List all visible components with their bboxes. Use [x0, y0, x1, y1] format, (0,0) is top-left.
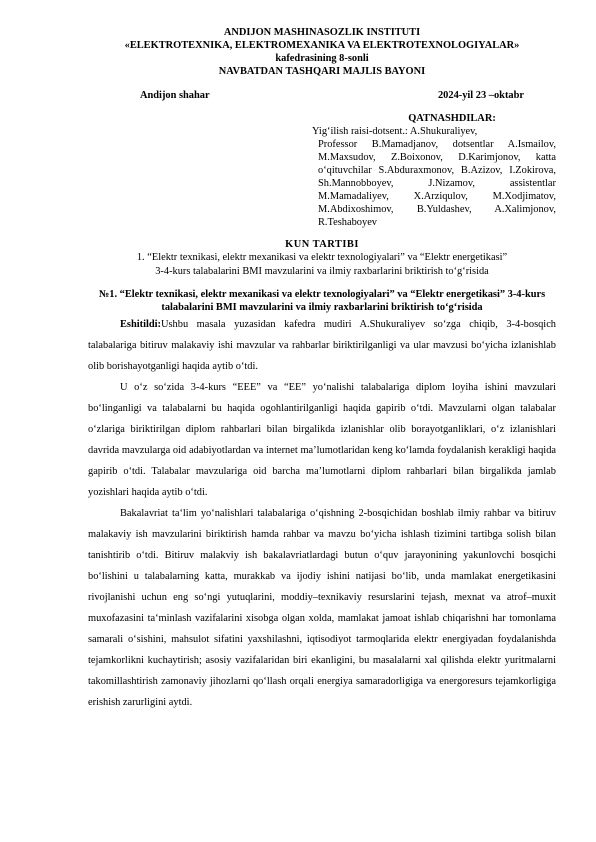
paragraph — [88, 314, 556, 377]
paragraph-text: Ushbu masala yuzasidan kafedra mudiri A.Shukuraliyev so‘zga chiqib, 3-4-bosqich talabalariga bitiruv malakaviy ishi mavzular va rahbarlar biriktirilganligi va ular mavzusi bo‘yicha izlanishlab olib borishayotganligi haqida aytib o‘tdi. — [88, 319, 556, 372]
document-title: NAVBATDAN TASHQARI MAJLIS BAYONI — [218, 66, 426, 77]
date: 2024-yil 23 –oktabr — [437, 90, 524, 101]
participants-chair: Yig‘ilish raisi-dotsent.: A.Shukuraliyev, — [312, 126, 478, 137]
participants-label: QATNASHDILAR: — [408, 113, 496, 124]
meta-row — [88, 90, 556, 101]
paragraph — [88, 377, 556, 503]
agenda-item: 1. “Elektr texnikasi, elektr mexanikasi va elektr texnologiyalari” va “Elektr energetikasi” — [136, 252, 508, 263]
agenda-title: KUN TARTIBI — [285, 239, 359, 250]
participants-block — [312, 112, 556, 229]
paragraph-lead: Eshitildi: — [120, 319, 161, 330]
paragraph-text: U o‘z so‘zida 3-4-kurs “EEE” va “EE” yo‘nalishi talabalariga diplom loyiha ishini mavzulari bo‘linganligi va talabalarni bu haqida ogohlantirilganligi haqida gapirib o‘tdi. Mavzularni olgan talabalar o‘zlariga biriktirilgan diplom rahbarlari bilan birgalikda izlanishlar olib borayotganliklari, o‘z izlanishlari davrida mavzularga oid adabiyotlardan va internet ma’lumotlaridan keng ko‘lamda foydalanish kerakligi haqida gapirib o‘tdi. Talabalar mavzulariga oid barcha ma’lumotlarni diplom rahbarlari bilan birgalikda jamlab yozishlari haqida aytib o‘tdi. — [88, 382, 556, 498]
agenda-item: 3-4-kurs talabalarini BMI mavzularini va ilmiy raxbarlarini briktirish to‘g‘risida — [155, 266, 489, 277]
section-title: №1. “Elektr texnikasi, elektr mexanikasi va elektr texnologiyalari” va “Elektr energetikasi” 3-4-kurs talabalarini BMI mavzularini va ilmiy raxbarlarini briktirish to‘g‘risida — [98, 289, 546, 313]
city: Andijon shahar — [140, 90, 210, 101]
participants-list: Professor B.Mamadjanov, dotsentlar A.Ismailov, M.Maxsudov, Z.Boixonov, D.Karimjonov, katta o‘qituvchilar S.Abduraxmonov, B.Azizov, I.Zokirova, Sh.Mannobboyev, J.Nizamov, assistentlar M.Mamadaliyev, X.Arziqulov, M.Xodjimatov, M.Abdixoshimov, B.Yuldashev, A.Xalimjonov, R.Teshaboyev — [318, 139, 556, 228]
meeting-number: kafedrasining 8-sonli — [275, 53, 369, 64]
institute-name: ANDIJON MASHINASOZLIK INSTITUTI — [223, 27, 421, 38]
department-name: «ELEKTROTEXNIKA, ELEKTROMEXANIKA VA ELEKTROTEXNOLOGIYALAR» — [124, 40, 520, 51]
paragraph-text: Bakalavriat ta‘lim yo‘nalishlari talabalariga o‘qishning 2-bosqichidan boshlab ilmiy rahbar va bitiruv malakaviy ish mavzularini biriktirish hamda rahbar va mavzu bo‘yicha ishlash tizimini tartibga solish bilan tanishtirib o‘tdi. Bitiruv malakviy ish bakalavriatlardagi butun o‘quv jarayonining yakunlovchi bosqichi bo‘lishini u talabalarning katta, murakkab va ijodiy ishini natijasi bo‘lib, unda mamlakat energetikasini rivojlanishi uchun eng so‘ngi yutuqlarini, moddiy–texnikaviy resurslarini tejash, mexnat va atrof–muxit muxofazasini ta‘minlash vazifalarini xisobga olgan xolda, mamlakat jamoat ishlab chiqarishni har tomonlama samarali o‘sishini, mahsulot sifatini yaxshilashni, iqtisodiyot tarmoqlarida elektr energiyadan foydalanishda tejamkorlikni kuchaytirish; asosiy vazifalaridan biri ekanligini, bu masalalarni xal qilishda elektr yuritmalarni takomillashtirish zamonaviy jihozlarni qo‘llash orqali energiya samaradorligiga va energoresurs tejamkorligiga erishish zarurligini aytdi. — [88, 508, 556, 708]
paragraph — [88, 503, 556, 713]
